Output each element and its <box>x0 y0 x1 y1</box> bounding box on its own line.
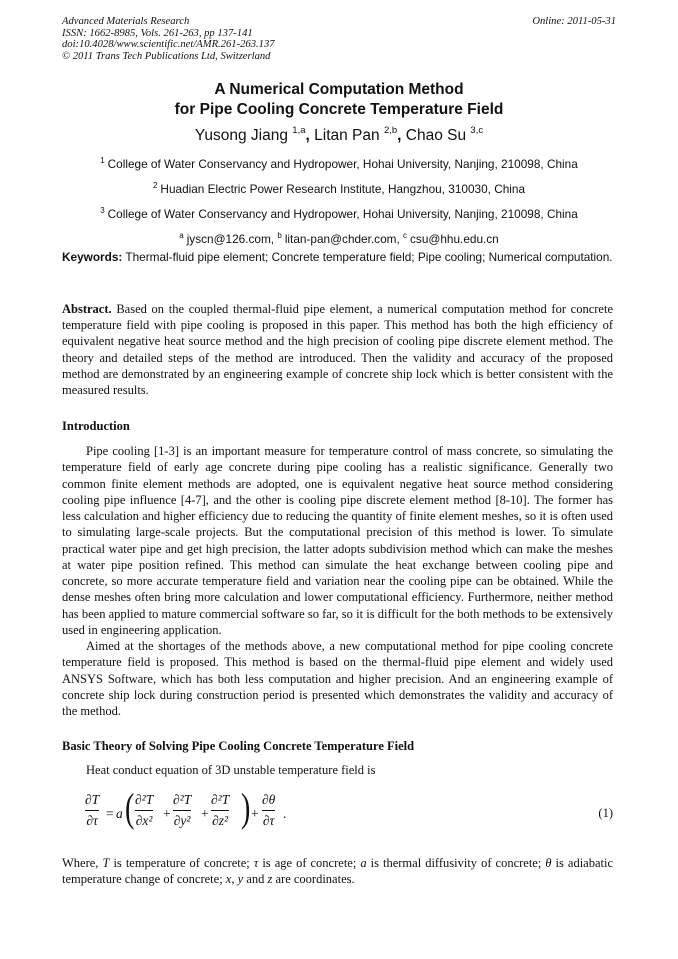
author-superscript: 3,c <box>470 125 484 136</box>
variable-symbol: θ <box>545 856 552 870</box>
journal-header <box>62 16 616 62</box>
term-z-fraction <box>211 792 229 829</box>
journal-name: Advanced Materials Research <box>62 16 190 27</box>
abstract-label: Abstract. <box>62 302 112 316</box>
online-date: Online: 2011-05-31 <box>532 16 616 27</box>
author-name: Chao Su <box>405 127 467 144</box>
fraction-denominator: ∂z² <box>212 813 229 828</box>
fraction-bar <box>173 810 191 811</box>
affiliation-number: 3 <box>100 206 105 215</box>
author-superscript: 1,a <box>292 125 306 136</box>
variable-symbol: x <box>225 872 232 887</box>
diffusivity-coefficient: a <box>116 806 123 821</box>
affiliation-text: Huadian Electric Power Research Institute, Hangzhou, 310030, China <box>160 182 526 196</box>
fraction-denominator: ∂x² <box>135 813 153 828</box>
affiliation-number: 2 <box>152 181 158 190</box>
plus-sign: + <box>201 806 209 821</box>
where-text: is age of concrete; <box>262 856 357 870</box>
where-text: and <box>246 872 265 887</box>
affiliation-number: 1 <box>100 156 105 165</box>
fraction-numerator: ∂²T <box>211 792 230 807</box>
variable-symbol: T <box>102 856 110 870</box>
fraction-bar <box>262 810 275 811</box>
copyright-line: © 2011 Trans Tech Publications Ltd, Switzerland <box>62 50 271 62</box>
affiliation-line <box>0 150 678 175</box>
keywords-label: Keywords: <box>62 250 123 264</box>
plus-sign: + <box>163 806 171 821</box>
where-text: is thermal diffusivity of concrete; <box>370 856 542 870</box>
fraction-denominator: ∂y² <box>173 813 191 828</box>
term-y-fraction <box>173 792 191 829</box>
author-name: Yusong Jiang <box>194 127 288 144</box>
affiliation-line <box>0 175 678 200</box>
abstract-text: Based on the coupled thermal-fluid pipe element, a numerical computation method for concrete temperature field with pipe cooling is proposed in this paper. This method has both the high efficiency of equivalent negative heat source method and the high precision of cooling pipe discrete element method. The theory and detailed steps of the method are introduced. Then the validity and accuracy of the proposed method are demonstrated by an engineering example of concrete ship lock which is better consistent with the measured results. <box>62 302 613 398</box>
title-line-2: for Pipe Cooling Concrete Temperature Field <box>174 101 504 118</box>
plus-sign: + <box>251 806 259 821</box>
variable-symbol: y <box>237 872 244 887</box>
equals-sign: = <box>106 806 114 821</box>
affiliation-line <box>0 200 678 225</box>
introduction-heading: Introduction <box>62 419 130 433</box>
equation-period: . <box>283 806 287 821</box>
where-text: are coordinates. <box>275 872 355 887</box>
introduction-body <box>62 443 613 719</box>
left-paren: ( <box>124 785 135 830</box>
term-x-fraction <box>135 792 153 829</box>
author-list: Yusong Jiang $^{1,a}$, Litan Pan $^{2,b}$, Chao Su $^{3,c}$ <box>194 125 484 144</box>
where-text: Where, <box>62 856 99 870</box>
paper-title <box>0 80 678 120</box>
fraction-bar <box>211 810 229 811</box>
where-text: is temperature of concrete; <box>113 856 250 870</box>
fraction-numerator: ∂T <box>85 792 100 807</box>
email-line <box>0 225 678 250</box>
right-paren: ) <box>240 785 251 830</box>
author-name: Litan Pan <box>314 127 380 144</box>
email-marker: b <box>277 231 282 240</box>
affiliation-text: College of Water Conservancy and Hydropower, Hohai University, Nanjing, 210098, China <box>107 157 578 171</box>
heat-equation-intro: Heat conduct equation of 3D unstable temperature field is <box>86 763 376 777</box>
basic-theory-heading: Basic Theory of Solving Pipe Cooling Concrete Temperature Field <box>62 739 415 753</box>
fraction-bar <box>85 810 99 811</box>
where-text: , <box>231 872 235 887</box>
title-line-1: A Numerical Computation Method <box>214 81 464 98</box>
variable-symbol: z <box>267 872 273 887</box>
fraction-numerator: ∂²T <box>173 792 192 807</box>
affiliation-text: College of Water Conservancy and Hydropower, Hohai University, Nanjing, 210098, China <box>107 207 578 221</box>
email-text: csu@hhu.edu.cn <box>410 232 499 246</box>
email-marker: a <box>179 231 184 240</box>
abstract-section <box>62 301 613 398</box>
equation-number: (1) <box>598 806 613 820</box>
email-text: jyscn@126.com, <box>186 232 275 246</box>
fraction-numerator: ∂θ <box>262 792 276 807</box>
affiliations <box>0 150 678 250</box>
variable-symbol: a <box>360 856 367 870</box>
keywords-section <box>62 250 613 265</box>
issn-line: ISSN: 1662-8985, Vols. 261-263, pp 137-141 <box>62 27 253 39</box>
lhs-fraction <box>85 792 99 829</box>
variable-definitions <box>62 855 613 888</box>
fraction-numerator: ∂²T <box>135 792 154 807</box>
where-text: is adiabatic temperature change of concrete; <box>62 856 614 887</box>
doi-line: doi:10.4028/www.scientific.net/AMR.261-263.137 <box>62 39 275 51</box>
introduction-paragraph-1: Pipe cooling [1-3] is an important measure for temperature control of mass concrete, so simulating the temperature field of early age concrete during pipe cooling has a realistic significance. Generally two common finite element methods are adopted, one is equivalent negative heat source method considering cooling pipe influence [4-7], and the other is cooling pipe discrete element method [8-10]. The former has less calculation and higher efficiency due to reducing the quantity of finite element meshes, so it is often used to simulating large-scale projects. But the computational precision of this method is lower. To simulate practical water pipe and get high precision, the latter adopts subdivision method which can make the meshes at water pipe position refined. This method can simulate the heat exchange between cooling pipe and concrete, so more accurate temperature field and variation near the cooling pipe can be obtained. While the dense meshes often bring more calculation and lower computational efficiency. Furthermore, neither method has been applied to mature commercial software so far, so it is difficult for the both methods to be extensively used in engineering application. <box>62 444 613 637</box>
fraction-denominator: ∂τ <box>262 813 275 828</box>
introduction-paragraph-2: Aimed at the shortages of the methods above, a new computational method for pipe cooling concrete temperature field is proposed. This method is based on the thermal-fluid pipe element and widely used ANSYS Software, which has both less computation and higher precision. And an engineering example of concrete ship lock during construction period is presented which demonstrates the validity and accuracy of the method. <box>62 639 613 718</box>
keywords-text: Thermal-fluid pipe element; Concrete temperature field; Pipe cooling; Numerical computation. <box>125 250 613 264</box>
email-text: litan-pan@chder.com, <box>284 232 400 246</box>
variable-symbol: τ <box>253 856 259 870</box>
fraction-denominator: ∂τ <box>86 813 98 828</box>
adiabatic-term-fraction <box>262 792 275 829</box>
email-marker: c <box>403 231 408 240</box>
fraction-bar <box>135 810 153 811</box>
author-superscript: 2,b <box>383 125 398 136</box>
